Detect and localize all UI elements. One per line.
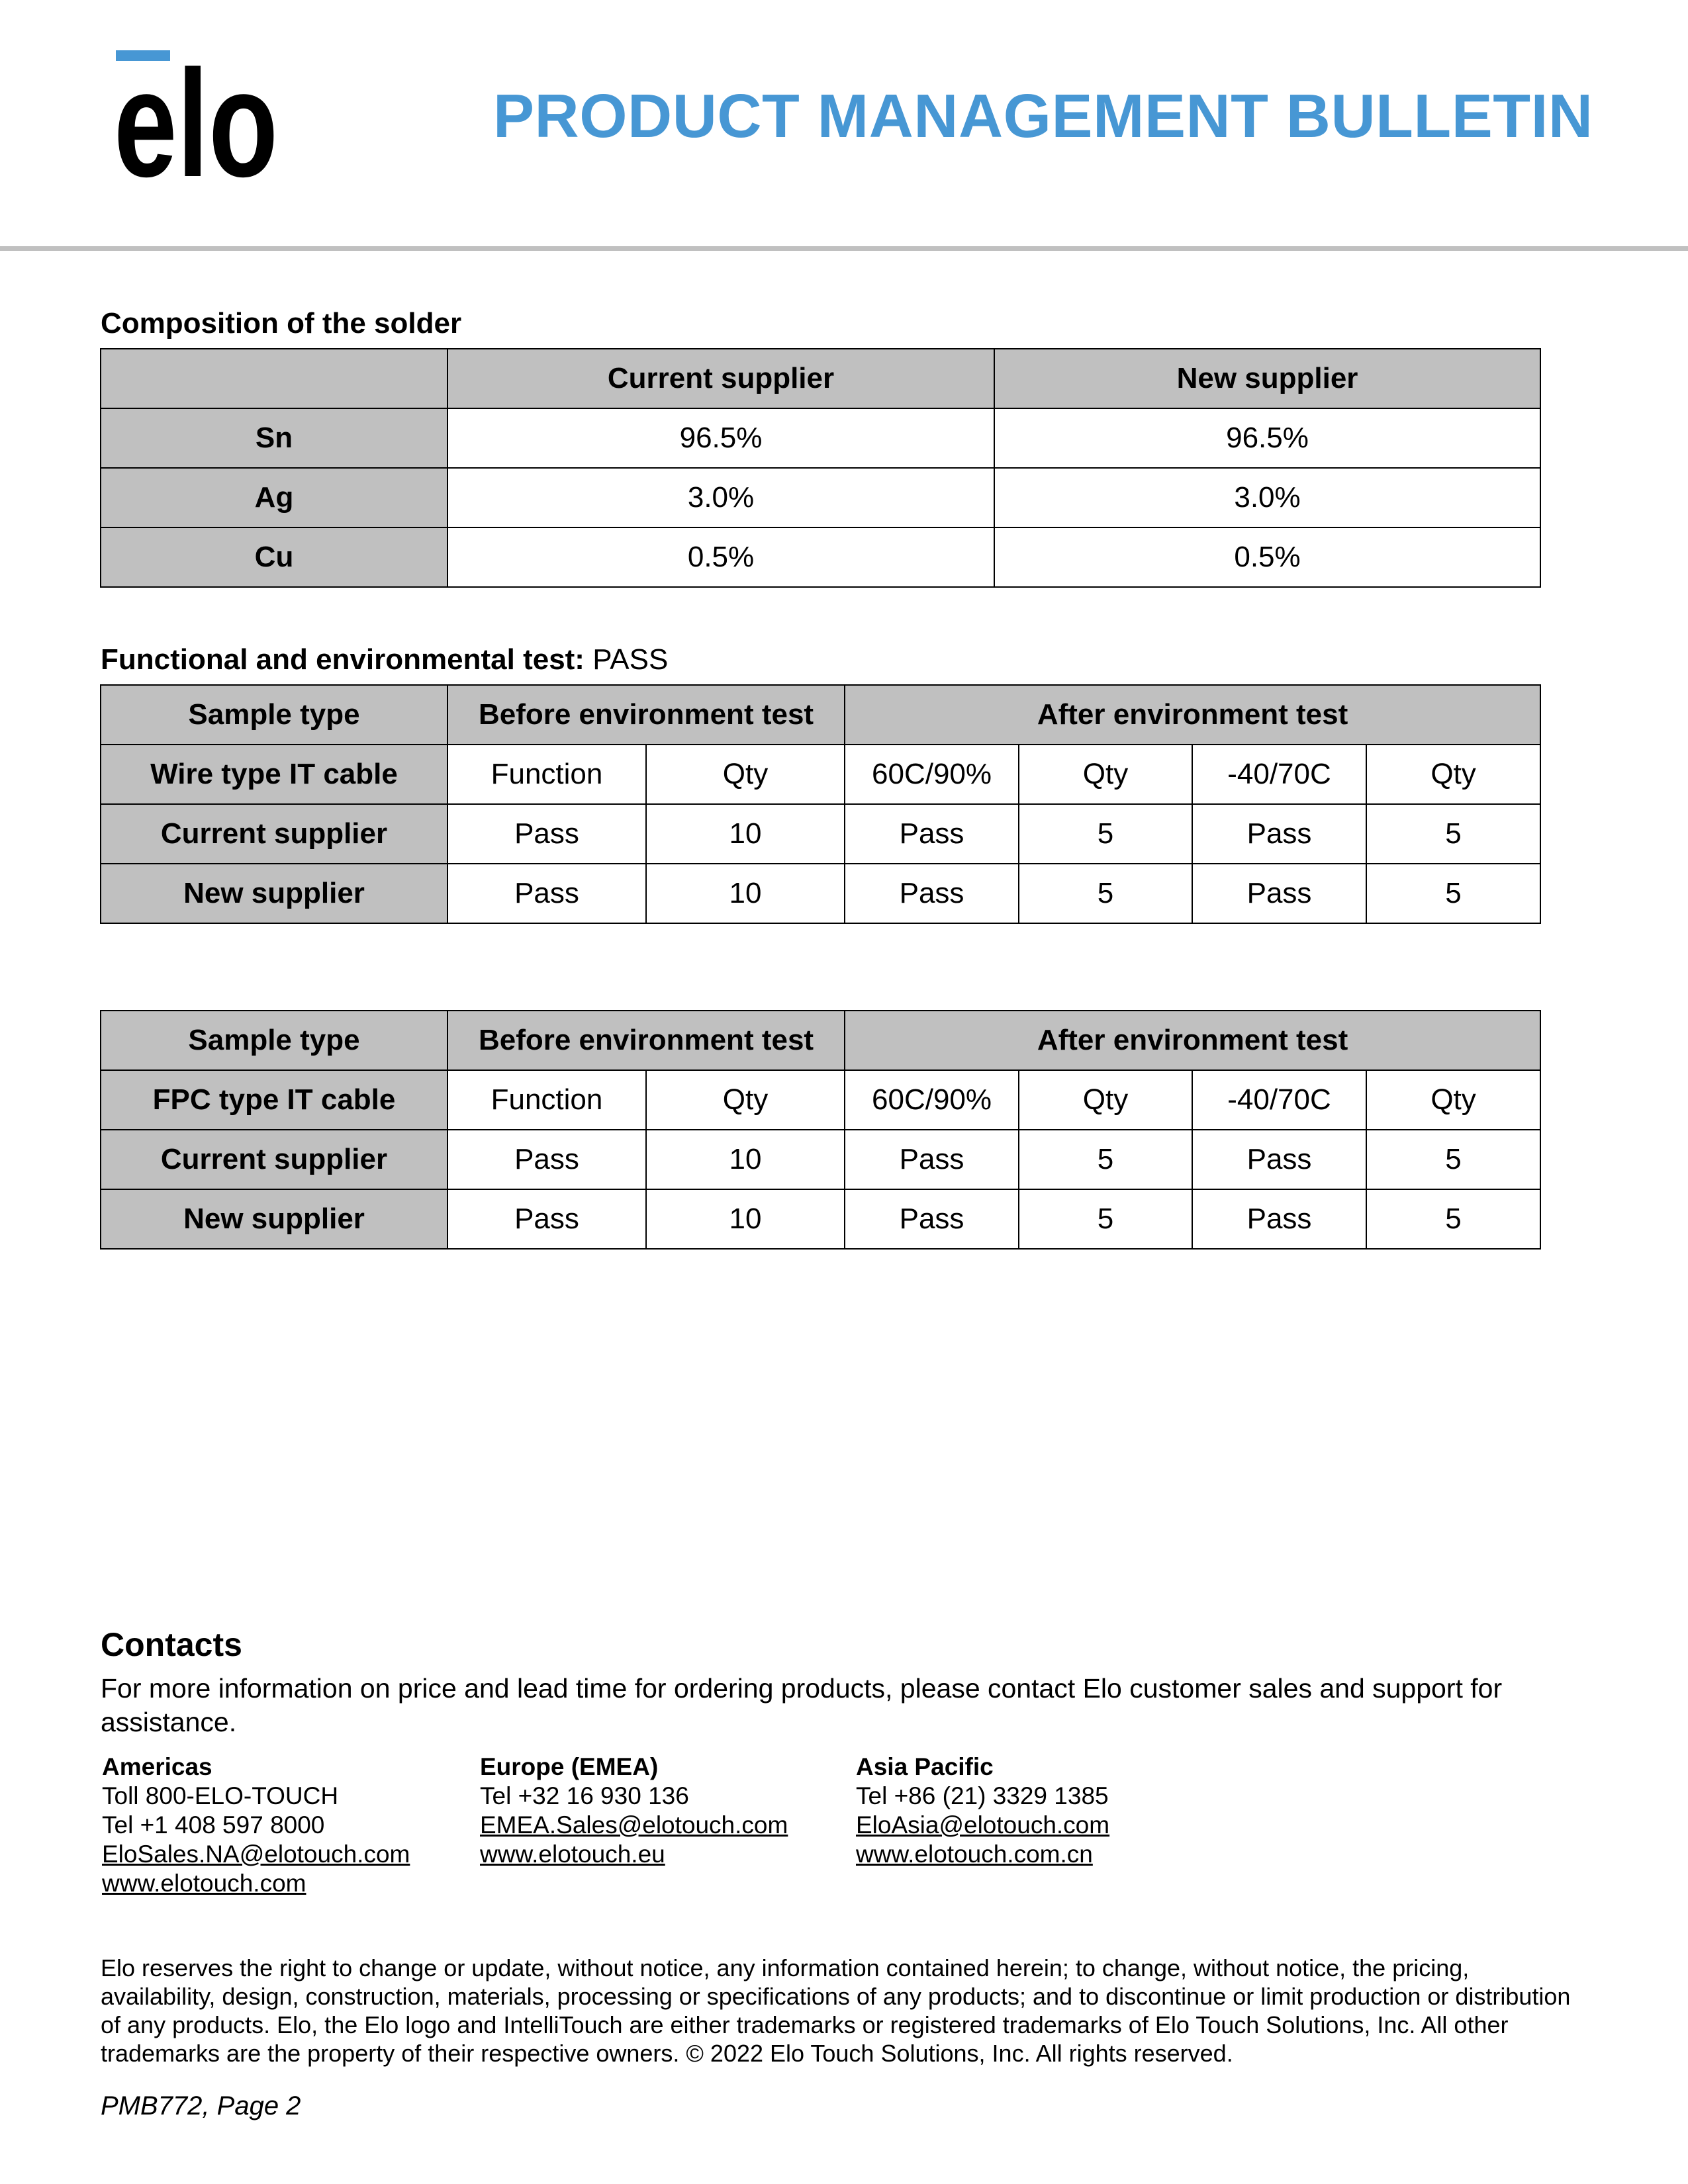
bulletin-title: PRODUCT MANAGEMENT BULLETIN	[493, 81, 1593, 150]
table-row	[101, 1189, 1540, 1249]
legal-disclaimer: Elo reserves the right to change or update, without notice, any information contained herein; to change, without notice, the pricing, availability, design, construction, materials, processing or specifications of any products; and to discontinue or limit production or distribution of any products. Elo, the Elo logo and IntelliTouch are either trademarks or registered trademarks of Elo Touch Solutions, Inc. All other trademarks are the property of their respective owners. © 2022 Elo Touch Solutions, Inc. All rights reserved.	[101, 1954, 1571, 2067]
solder-table	[100, 348, 1541, 588]
table-cell: 60C/90%	[845, 745, 1019, 804]
region-heading: Asia Pacific	[856, 1753, 994, 1780]
website-link[interactable]: www.elotouch.com.cn	[856, 1841, 1093, 1868]
test-result: PASS	[584, 643, 669, 676]
table-cell: 96.5%	[447, 408, 994, 468]
table-cell: Qty	[1019, 745, 1192, 804]
table-header-cell: Sample type	[101, 685, 447, 745]
contact-europe	[480, 1752, 788, 1869]
table-cell: Qty	[646, 1070, 845, 1130]
table-cell: Pass	[447, 1189, 646, 1249]
table-cell: 5	[1019, 804, 1192, 864]
table-row	[101, 804, 1540, 864]
functional-test-heading: Functional and environmental test: PASS	[101, 643, 669, 676]
table-cell: 5	[1019, 864, 1192, 923]
website-link[interactable]: www.elotouch.com	[102, 1870, 306, 1897]
page-number: PMB772, Page 2	[101, 2091, 301, 2120]
email-link[interactable]: EloSales.NA@elotouch.com	[102, 1841, 410, 1868]
table-header-cell: After environment test	[845, 685, 1540, 745]
table-row	[101, 1011, 1540, 1070]
table-cell: Pass	[447, 804, 646, 864]
table-row	[101, 864, 1540, 923]
row-label: Wire type IT cable	[101, 745, 447, 804]
table-cell: 5	[1366, 864, 1540, 923]
table-cell: Pass	[447, 1130, 646, 1189]
table-cell: Qty	[646, 745, 845, 804]
table-cell: 10	[646, 1130, 845, 1189]
table-cell: 3.0%	[994, 468, 1540, 527]
svg-text:elo: elo	[114, 38, 278, 208]
table-cell: Pass	[845, 864, 1019, 923]
row-label: Sn	[101, 408, 447, 468]
table-cell: Pass	[845, 804, 1019, 864]
table-cell: Pass	[447, 864, 646, 923]
row-label: Ag	[101, 468, 447, 527]
email-link[interactable]: EloAsia@elotouch.com	[856, 1811, 1110, 1839]
region-heading: Europe (EMEA)	[480, 1753, 659, 1780]
table-cell: 5	[1019, 1189, 1192, 1249]
table-header-cell: After environment test	[845, 1011, 1540, 1070]
row-label: New supplier	[101, 1189, 447, 1249]
contacts-heading: Contacts	[101, 1626, 242, 1663]
table-cell: 10	[646, 1189, 845, 1249]
row-label: FPC type IT cable	[101, 1070, 447, 1130]
phone-text: Tel +32 16 930 136	[480, 1782, 689, 1809]
table-cell: Qty	[1366, 1070, 1540, 1130]
table-cell: Pass	[845, 1189, 1019, 1249]
row-label: Current supplier	[101, 804, 447, 864]
table-cell: Qty	[1019, 1070, 1192, 1130]
table-cell: Pass	[1192, 1189, 1366, 1249]
table-cell: Pass	[845, 1130, 1019, 1189]
table-cell: Pass	[1192, 1130, 1366, 1189]
elo-logo	[114, 38, 279, 208]
table-row	[101, 685, 1540, 745]
table-cell: 96.5%	[994, 408, 1540, 468]
table-cell: 0.5%	[994, 527, 1540, 587]
table-header-cell: Current supplier	[447, 349, 994, 408]
table-cell: 5	[1366, 804, 1540, 864]
table-row	[101, 408, 1540, 468]
contact-americas	[102, 1752, 410, 1898]
phone-text: Tel +1 408 597 8000	[102, 1811, 325, 1839]
table-row	[101, 1130, 1540, 1189]
table-header-cell: Before environment test	[447, 1011, 845, 1070]
table-cell: 5	[1019, 1130, 1192, 1189]
table-cell: 5	[1366, 1189, 1540, 1249]
table-row	[101, 468, 1540, 527]
phone-text: Toll 800-ELO-TOUCH	[102, 1782, 339, 1809]
website-link[interactable]: www.elotouch.eu	[480, 1841, 665, 1868]
email-link[interactable]: EMEA.Sales@elotouch.com	[480, 1811, 788, 1839]
table-row	[101, 745, 1540, 804]
fpc-cable-test-table	[100, 1010, 1541, 1250]
table-cell: 60C/90%	[845, 1070, 1019, 1130]
row-label: Current supplier	[101, 1130, 447, 1189]
table-row	[101, 349, 1540, 408]
table-row	[101, 527, 1540, 587]
table-cell: Pass	[1192, 864, 1366, 923]
wire-cable-test-table	[100, 684, 1541, 924]
region-heading: Americas	[102, 1753, 212, 1780]
table-cell: 5	[1366, 1130, 1540, 1189]
table-cell: Qty	[1366, 745, 1540, 804]
table-header-cell: New supplier	[994, 349, 1540, 408]
header-divider	[0, 246, 1688, 251]
table-header-cell	[101, 349, 447, 408]
row-label: Cu	[101, 527, 447, 587]
phone-text: Tel +86 (21) 3329 1385	[856, 1782, 1109, 1809]
solder-heading: Composition of the solder	[101, 307, 462, 340]
contact-asia-pacific	[856, 1752, 1109, 1869]
table-header-cell: Before environment test	[447, 685, 845, 745]
table-cell: 10	[646, 864, 845, 923]
table-header-cell: Sample type	[101, 1011, 447, 1070]
table-cell: Function	[447, 745, 646, 804]
table-cell: 10	[646, 804, 845, 864]
table-cell: Function	[447, 1070, 646, 1130]
row-label: New supplier	[101, 864, 447, 923]
table-row	[101, 1070, 1540, 1130]
table-cell: Pass	[1192, 804, 1366, 864]
contacts-description: For more information on price and lead time for ordering products, please contact Elo customer sales and support for assistance.	[101, 1673, 1503, 1737]
table-cell: 0.5%	[447, 527, 994, 587]
table-cell: 3.0%	[447, 468, 994, 527]
table-cell: -40/70C	[1192, 745, 1366, 804]
table-cell: -40/70C	[1192, 1070, 1366, 1130]
